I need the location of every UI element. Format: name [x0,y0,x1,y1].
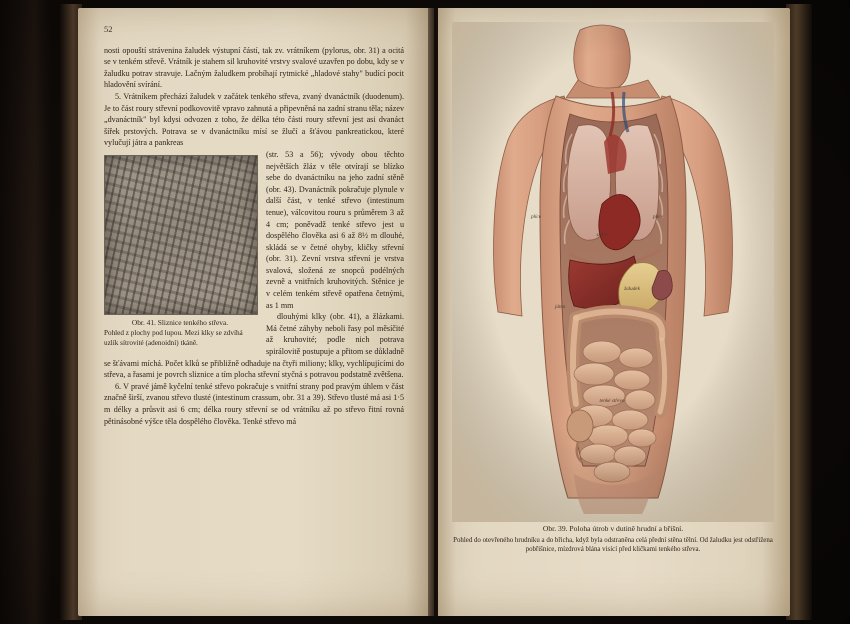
torso-illustration [452,22,774,522]
figure-39-caption-title: Obr. 39. Poloha útrob v dutině hrudní a břišní. [542,524,684,533]
paragraph-4: dlouhými klky (obr. 41), a žlázkami. Má četné záhyby neboli řasy pol měsíčité až kruhovité; podle nich potrava spirálovitě postupuje a přitom se důkladně se šťávami míchá. Počet klků se přibližně odhaduje na čtyři miliony; klky, vychlípujícími do střeva, a řasami je povrch sliznice a tím plocha střevní styčná s potravou podstatně zvětšena. [104,312,404,380]
left-page [78,8,434,616]
figure-39-caption-desc: Pohled do otevřeného hrudníku a do břicha, když byla odstraněna celá přední stěna tělní. Od žaludku jest odstřižena pobřišnice, mízdrová blána visící před kličkami tenkého střeva. [453,537,773,553]
figure-39-caption [452,524,774,554]
paragraph-3: (str. 53 a 56); vývody obou těchto největších žláz v těle otvírají se blízko sebe do dvanáctníku na jeho zadní stěně (obr. 43). Dvanáctník pokračuje plynule v další část, v tenké střevo (intestinum tenue), válcovitou rouru s průměrem 3 až 4 cm; poněvadž tenké střevo jest u dospělého člověka asi 6 až 8½ m dlouhé, skládá se v četné ohyby, kličky střevní (obr. 31). Zevní vrstva střevní je vrstva svalová, složená ze snopců podélných zevně a vnitřních kruhovitých. Stěnice je v celém tenkém střevě opatřena četnými, as 1 mm [266,149,404,310]
anatomical-plate [452,22,774,522]
mucosa-micrograph-image [104,155,258,315]
right-page [438,8,790,616]
page-number: 52 [104,24,113,34]
paragraph-5: 6. V pravé jámě kyčelní tenké střevo pokračuje s vnitřní strany pod pravým úhlem v část značně širší, zvanou střevo tlusté (intestinum crassum, obr. 31 a 39). Střevo tlusté má asi 1·5 m délky a průsvit asi 6 cm; délka roury střevní se od vrátníku až po střevo řitní rovná pětinásobné výšce těla dospělého člověka. Tenké střevo má [104,381,404,426]
figure-41 [104,155,256,348]
paragraph-2: 5. Vrátníkem přechází žaludek v začátek tenkého střeva, zvaný dvanáctník (duodenum). Je to část roury střevní podkovovitě vpravo zahnutá a připevněná na zadní stranu těla; název „dvanáctník" byl kdysi odvozen z toho, že délka této části roury střevní jest asi dvanáct šířek prstových. Potrava se v dvanáctníku mísí se žlučí a šťávou pankreatickou, které vylučují játra a pankreas [104,91,404,148]
figure-41-caption-desc: Pohled z plochy pod lupou. Mezi klky se zdvíhá uzlík sítrovité (adenoidní) tkáně. [104,329,243,347]
figure-41-caption [104,318,256,348]
paragraph-1: nosti opouští strávenina žaludek výstupní částí, tak zv. vrátníkem (pylorus, obr. 31) a ocitá se v tenkém střevě. Vrátník je stahem sil kruhovité vrstvy svalové uzavřen po dobu, kdy se v žaludku potrav stravuje. Lačným žaludkem probíhají rytmické „hladové stahy" budící pocit hladovění svírání. [104,45,404,90]
figure-41-caption-title: Obr. 41. Sliznice tenkého střeva. [131,317,229,327]
left-page-text-column [104,24,404,427]
